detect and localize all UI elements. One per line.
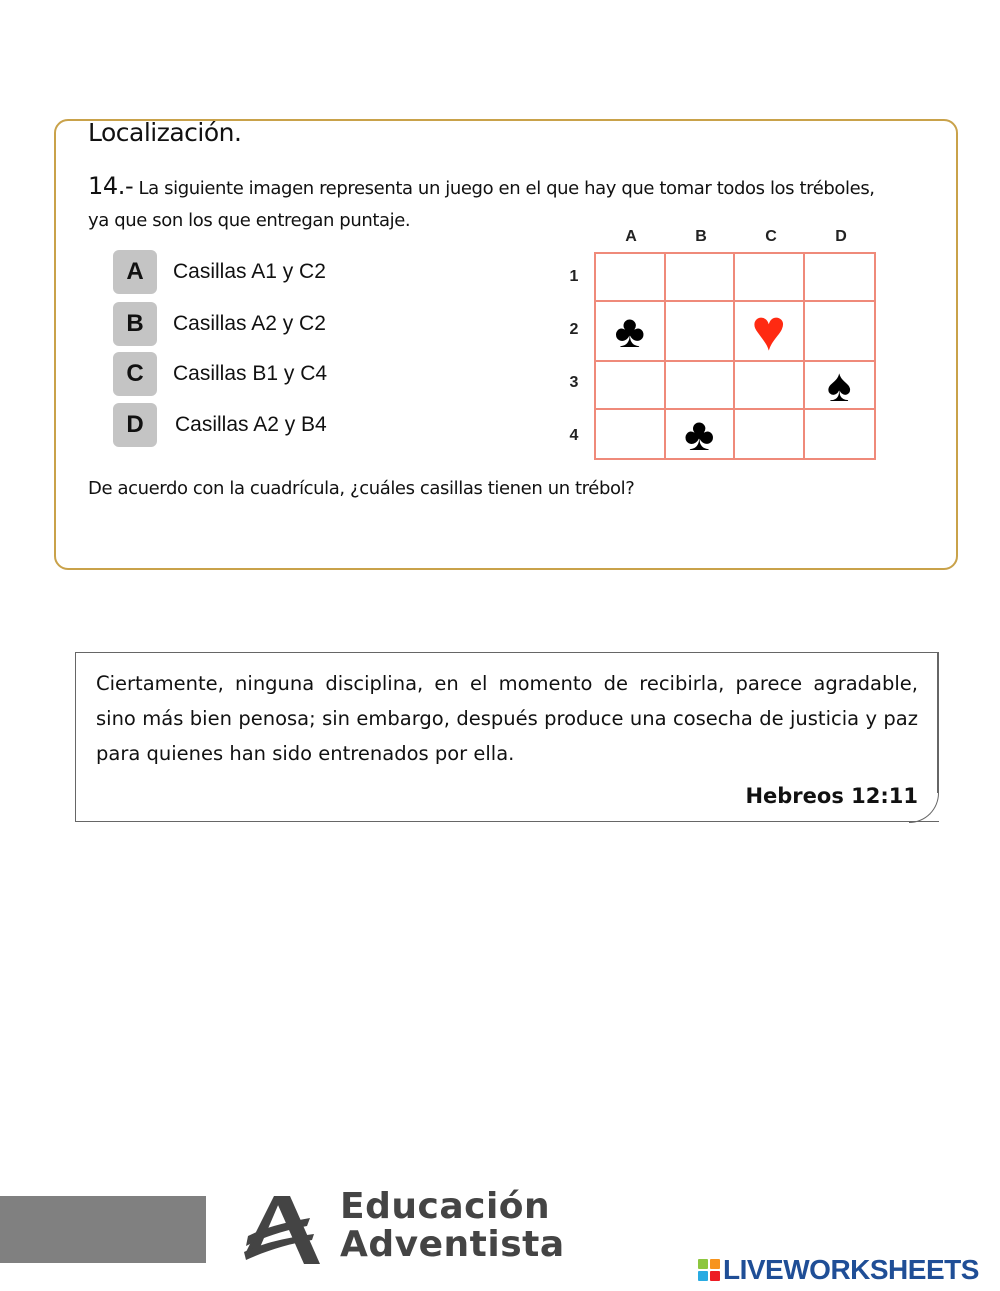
row-label-4: 4 xyxy=(569,427,579,444)
footer-gray-bar xyxy=(0,1196,206,1263)
column-label-b: B xyxy=(695,228,707,245)
cell-c3 xyxy=(735,362,805,410)
column-label-d: D xyxy=(835,228,847,245)
cell-d2 xyxy=(805,302,875,362)
verse-box-edge xyxy=(937,653,939,793)
option-c-text: Casillas B1 y C4 xyxy=(173,362,328,385)
liveworksheets-icon xyxy=(698,1259,720,1281)
option-d-letter[interactable]: D xyxy=(113,403,157,447)
option-c[interactable] xyxy=(113,352,327,396)
option-d[interactable] xyxy=(113,403,327,447)
logo-line-2: Adventista xyxy=(340,1224,565,1265)
row-label-2: 2 xyxy=(569,321,579,338)
cell-c4 xyxy=(735,410,805,458)
cell-b2 xyxy=(666,302,736,362)
grid-board xyxy=(594,252,876,460)
cell-b1 xyxy=(666,254,736,302)
option-b-letter[interactable]: B xyxy=(113,302,157,346)
cell-a2-club-icon: ♣ xyxy=(596,302,666,362)
row-label-3: 3 xyxy=(569,374,579,391)
liveworksheets-brand xyxy=(698,1254,979,1286)
cell-a3 xyxy=(596,362,666,410)
cell-b4-club-icon: ♣ xyxy=(666,410,736,458)
option-c-letter[interactable]: C xyxy=(113,352,157,396)
cell-d1 xyxy=(805,254,875,302)
option-a-text: Casillas A1 y C2 xyxy=(173,260,326,283)
cell-c1 xyxy=(735,254,805,302)
option-b[interactable] xyxy=(113,302,326,346)
liveworksheets-text: LIVEWORKSHEETS xyxy=(723,1254,979,1285)
option-a-letter[interactable]: A xyxy=(113,250,157,294)
verse-text: Ciertamente, ninguna disciplina, en el momento de recibirla, parece agradable, sino más bien penosa; sin embargo, después produce una cosecha de justicia y paz para quienes han sido entrenados por ella. xyxy=(96,672,918,765)
option-b-text: Casillas A2 y C2 xyxy=(173,312,326,335)
cell-d3-spade-icon: ♠ xyxy=(805,362,875,410)
verse-reference: Hebreos 12:11 xyxy=(745,784,918,808)
column-label-a: A xyxy=(625,228,637,245)
question-body: La siguiente imagen representa un juego en el que hay que tomar todos los tréboles, ya que son los que entregan puntaje. xyxy=(88,178,875,231)
cell-c2-heart-icon: ♥ xyxy=(735,302,805,362)
cell-a1 xyxy=(596,254,666,302)
question-prompt: De acuerdo con la cuadrícula, ¿cuáles casillas tienen un trébol? xyxy=(88,478,635,499)
education-logo-text xyxy=(340,1188,565,1264)
section-title: Localización. xyxy=(88,118,242,147)
logo-line-1: Educación xyxy=(340,1186,551,1227)
row-label-1: 1 xyxy=(569,268,579,285)
column-label-c: C xyxy=(765,228,777,245)
cell-a4 xyxy=(596,410,666,458)
card-grid-figure xyxy=(560,225,890,465)
cell-b3 xyxy=(666,362,736,410)
option-d-text: Casillas A2 y B4 xyxy=(175,413,327,436)
adventist-logo-icon xyxy=(244,1196,320,1264)
option-a[interactable] xyxy=(113,250,326,294)
question-number: 14.- xyxy=(88,172,134,200)
cell-d4 xyxy=(805,410,875,458)
